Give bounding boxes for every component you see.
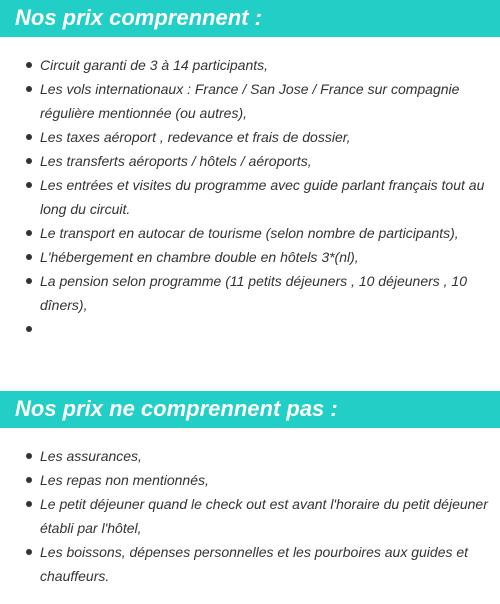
list-item-text: Le transport en autocar de tourisme (selon nombre de participants), bbox=[40, 225, 459, 241]
list-item-empty bbox=[0, 317, 500, 341]
list-item bbox=[0, 77, 500, 125]
bullet-icon bbox=[26, 278, 32, 284]
list-item-text: Les repas non mentionnés, bbox=[40, 472, 209, 488]
list-item-text: La pension selon programme (11 petits déjeuners , 10 déjeuners , 10 dîners), bbox=[40, 273, 468, 313]
list-item bbox=[0, 173, 500, 221]
bullet-icon bbox=[26, 326, 32, 332]
list-item-text: Les entrées et visites du programme avec guide parlant français tout au long du circuit. bbox=[40, 177, 485, 217]
bullet-icon bbox=[26, 549, 32, 555]
list-item bbox=[0, 492, 500, 540]
excluded-list bbox=[0, 444, 500, 588]
bullet-icon bbox=[26, 501, 32, 507]
list-item-text: Les vols internationaux : France / San Jose / France sur compagnie régulière mentionnée (ou autres), bbox=[40, 81, 460, 121]
list-item bbox=[0, 245, 500, 269]
excluded-section-header bbox=[0, 391, 500, 428]
included-section-title: Nos prix comprennent : bbox=[15, 5, 262, 30]
list-item-text: Les assurances, bbox=[40, 448, 142, 464]
list-item bbox=[0, 125, 500, 149]
list-item-text: Les taxes aéroport , redevance et frais de dossier, bbox=[40, 129, 351, 145]
included-list bbox=[0, 53, 500, 341]
list-item-text: Le petit déjeuner quand le check out est avant l'horaire du petit déjeuner établi par l'hôtel, bbox=[40, 496, 488, 536]
list-item bbox=[0, 444, 500, 468]
list-item bbox=[0, 221, 500, 245]
bullet-icon bbox=[26, 182, 32, 188]
bullet-icon bbox=[26, 158, 32, 164]
list-item bbox=[0, 53, 500, 77]
list-item bbox=[0, 468, 500, 492]
list-item bbox=[0, 149, 500, 173]
bullet-icon bbox=[26, 62, 32, 68]
bullet-icon bbox=[26, 254, 32, 260]
excluded-section-title: Nos prix ne comprennent pas : bbox=[15, 396, 338, 421]
bullet-icon bbox=[26, 477, 32, 483]
bullet-icon bbox=[26, 86, 32, 92]
list-item bbox=[0, 540, 500, 588]
bullet-icon bbox=[26, 230, 32, 236]
list-item-text: Les boissons, dépenses personnelles et les pourboires aux guides et chauffeurs. bbox=[40, 544, 469, 584]
bullet-icon bbox=[26, 453, 32, 459]
bullet-icon bbox=[26, 134, 32, 140]
included-section-header bbox=[0, 0, 500, 37]
list-item-text: L'hébergement en chambre double en hôtels 3*(nl), bbox=[40, 249, 359, 265]
list-item-text: Les transferts aéroports / hôtels / aéroports, bbox=[40, 153, 312, 169]
list-item bbox=[0, 269, 500, 317]
list-item-text: Circuit garanti de 3 à 14 participants, bbox=[40, 57, 269, 73]
